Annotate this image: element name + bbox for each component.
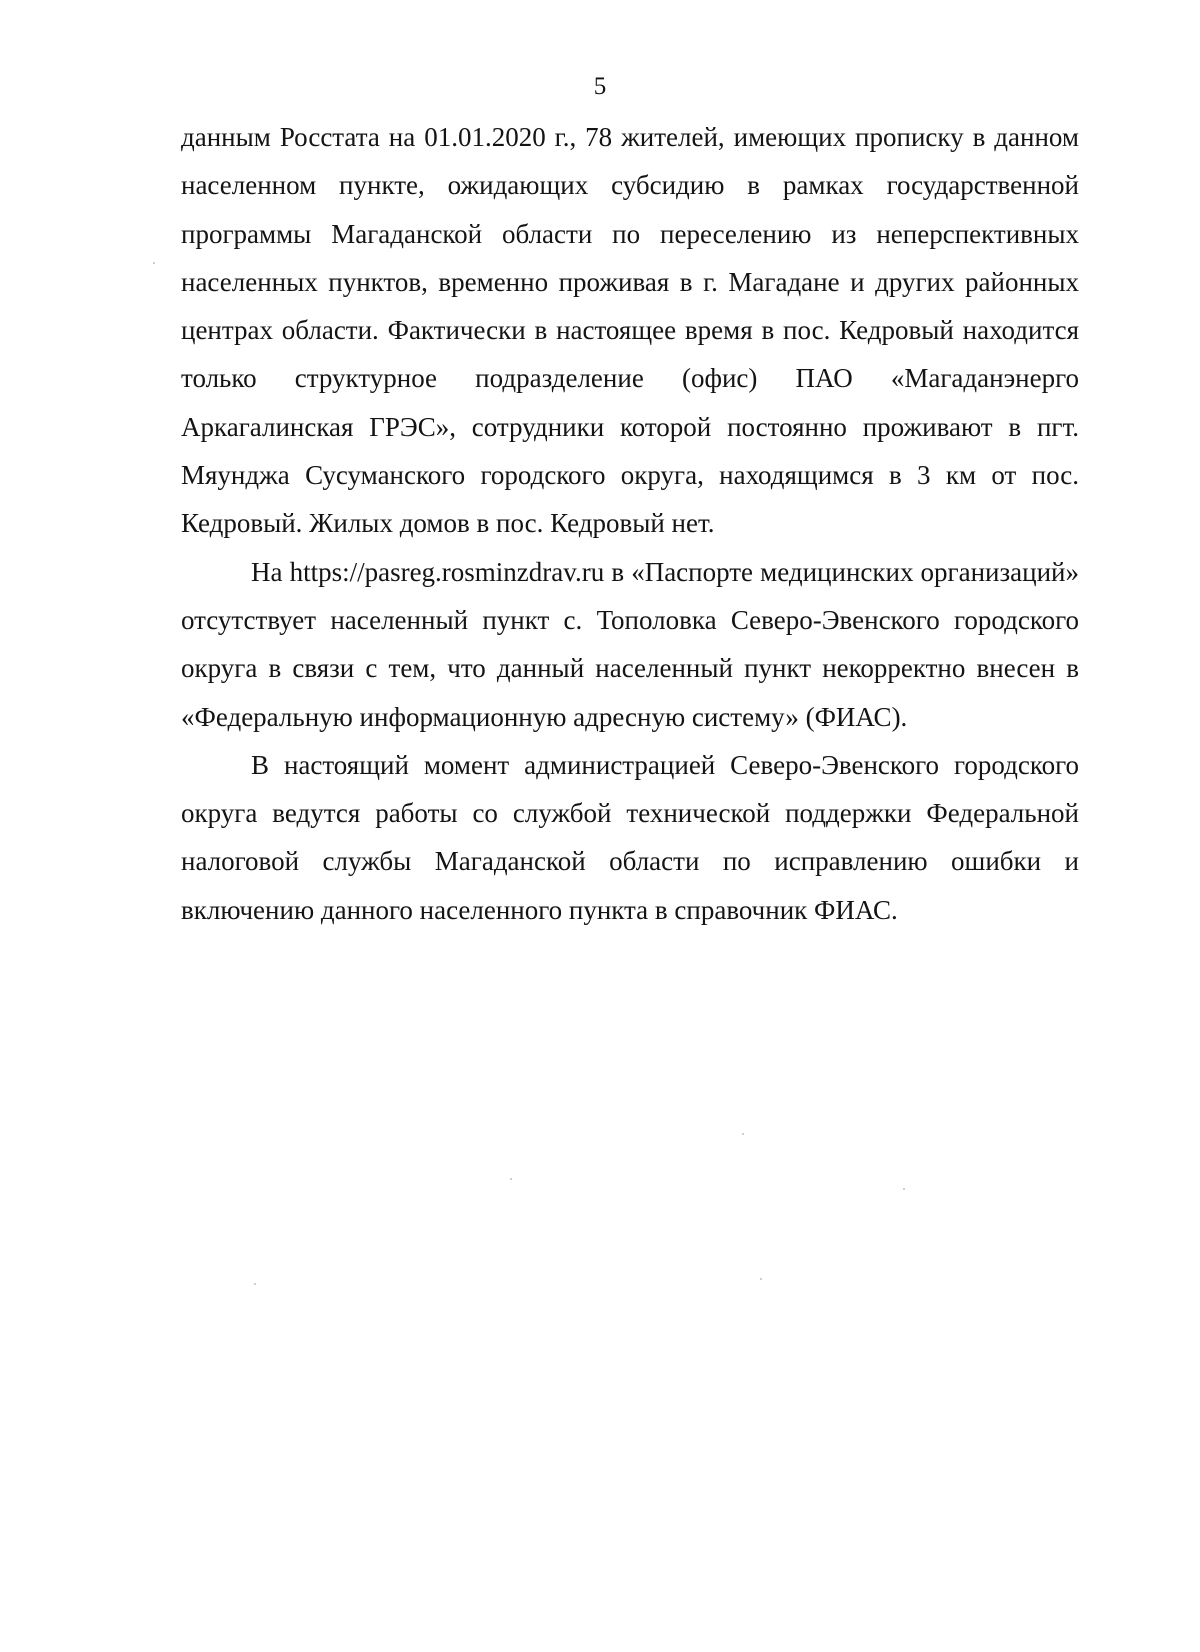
scan-speck xyxy=(760,1278,762,1280)
document-body xyxy=(181,113,1079,934)
page-number: 5 xyxy=(593,73,607,100)
scan-speck xyxy=(254,1283,256,1285)
paragraph-1: данным Росстата на 01.01.2020 г., 78 жителей, имеющих прописку в данном населенном пункте, ожидающих субсидию в рамках государственной программы Магаданской области по переселению из неперспективных населенных пунктов, временно проживая в г. Магадане и других районных центрах области. Фактически в настоящее время в пос. Кедровый находится только структурное подразделение (офис) ПАО «Магаданэнерго Аркагалинская ГРЭС», сотрудники которой постоянно проживают в пгт. Мяунджа Сусуманского городского округа, находящимся в 3 км от пос. Кедровый. Жилых домов в пос. Кедровый нет. xyxy=(181,122,1079,539)
scan-speck xyxy=(510,1178,512,1180)
scan-speck xyxy=(742,1133,744,1135)
scan-speck xyxy=(153,262,155,264)
scan-speck xyxy=(903,1188,905,1190)
paragraph-2: На https://pasreg.rosminzdrav.ru в «Паспорте медицинских организаций» отсутствует населенный пункт с. Тополовка Северо-Эвенского городского округа в связи с тем, что данный населенный пункт некорректно внесен в «Федеральную информационную адресную систему» (ФИАС). xyxy=(181,556,1079,732)
paragraph-3: В настоящий момент администрацией Северо-Эвенского городского округа ведутся работы со службой технической поддержки Федеральной налоговой службы Магаданской области по исправлению ошибки и включению данного населенного пункта в справочник ФИАС. xyxy=(181,749,1079,925)
